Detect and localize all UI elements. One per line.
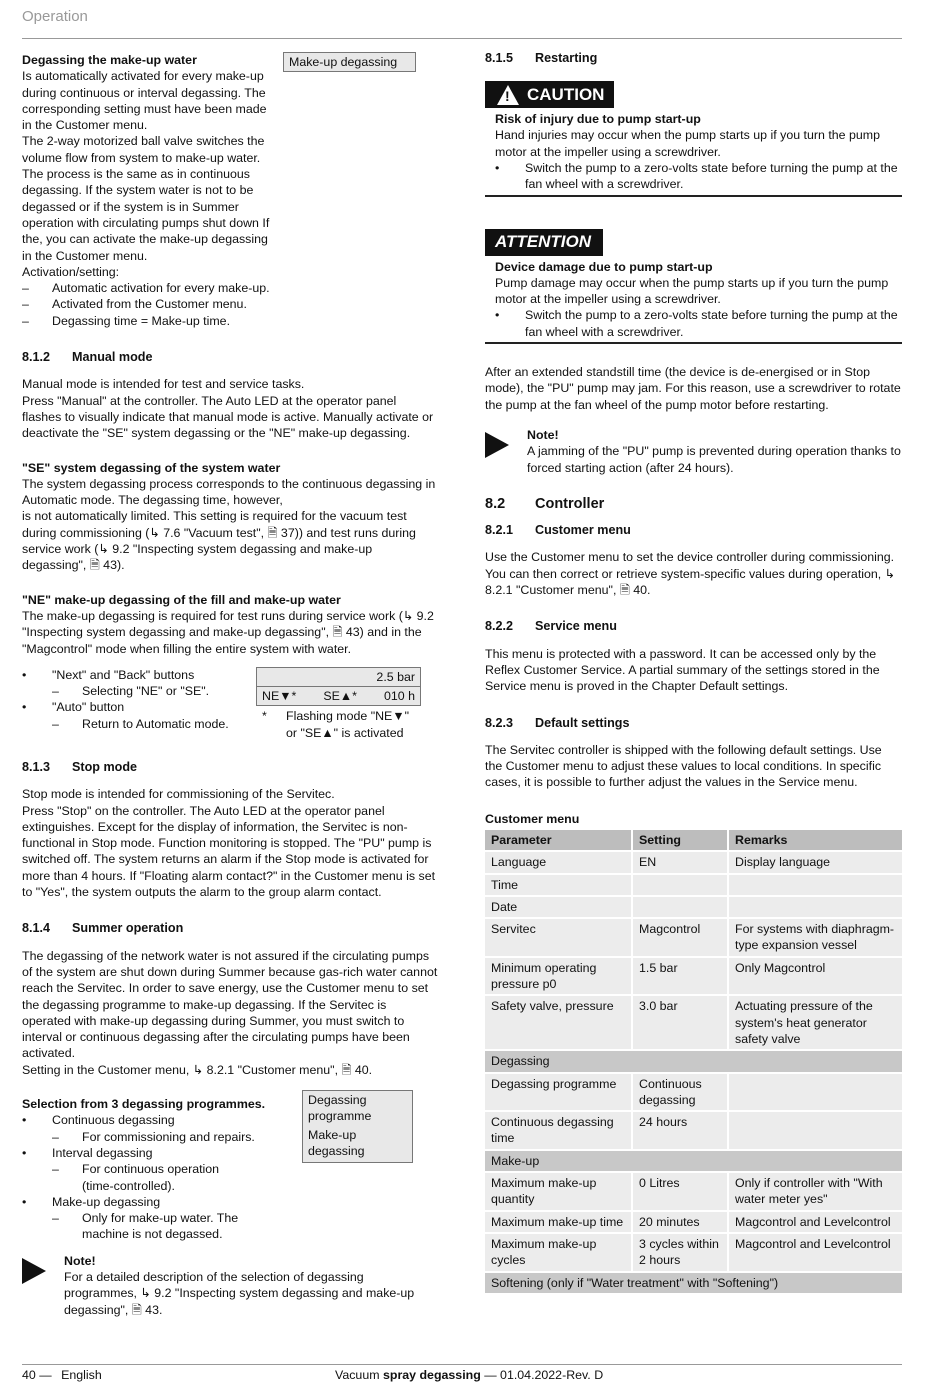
- footer-language: English: [61, 1368, 102, 1382]
- customer-menu-table: [483, 828, 904, 1295]
- stop-p2: Press "Stop" on the controller. The Auto LED at the operator panel extinguishes. Except for the display of information, the Servitec is non-functional in Stop mode. Function monitoring is stopped. The "PU" pump is switched off. The system returns an alarm if the Stop mode is activated for more than 4 hours. If "Floating alarm contact?" in the Customer menu is set to "Yes", the system outputs the alarm to the group alarm contact.: [22, 803, 436, 900]
- caution-text: Hand injuries may occur when the pump starts up if you turn the pump motor at the impeller using a screwdriver.: [495, 128, 880, 159]
- table-row: Safety valve, pressure 3.0 bar Actuating pressure of the system's heat generator safety valve: [485, 996, 902, 1049]
- selection-title: Selection from 3 degassing programmes.: [22, 1097, 266, 1112]
- display-note: * Flashing mode "NE▼" or "SE▲" is activated: [262, 709, 409, 740]
- footer-separator: —: [39, 1368, 52, 1382]
- table-row: Degassing programme Continuous degassing: [485, 1074, 902, 1111]
- list-item: – Degassing time = Make-up time.: [22, 313, 231, 328]
- header-parameter: Parameter: [485, 830, 631, 850]
- list-item: • Switch the pump to a zero-volts state before turning the pump at the fan wheel with a screwdriver.: [495, 308, 898, 339]
- table-row: Servitec Magcontrol For systems with diaphragm-type expansion vessel: [485, 919, 902, 956]
- note-text: A jamming of the "PU" pump is prevented during operation thanks to forced starting action (after 24 hours).: [527, 444, 901, 475]
- table-section-row: Degassing: [485, 1051, 902, 1071]
- table-header-row: [485, 830, 902, 850]
- note-arrow-icon: [485, 432, 509, 458]
- manual-p2: Press "Manual" at the controller. The Auto LED at the operator panel flashes to visually indicate that manual mode is active. Manually activate or deactivate the "SE" system degassing or the "NE" make-up degassing.: [22, 393, 434, 441]
- table-caption: Customer menu: [485, 811, 580, 826]
- footer-page: [22, 1367, 102, 1383]
- table-section-row: Softening (only if "Water treatment" with "Softening"): [485, 1273, 902, 1293]
- list-item: • Make-up degassing: [22, 1194, 161, 1209]
- display-se: SE▲*: [323, 689, 357, 704]
- attention-title: Device damage due to pump start-up: [495, 259, 713, 274]
- warning-triangle-icon: [497, 85, 519, 105]
- ne-p1: The make-up degassing is required for test runs during service work (↳ 9.2 "Inspecting system degassing and make-up degassing", 🗎 43) and in the "Magcontrol" mode when filling the entire system with water.: [22, 608, 434, 656]
- attention-tag: ATTENTION: [485, 229, 603, 256]
- header-setting: Setting: [633, 830, 727, 850]
- heading-stop-mode: 8.1.3 Stop mode: [22, 759, 138, 774]
- footer-divider: [22, 1364, 902, 1365]
- table-row: Time: [485, 875, 902, 895]
- heading-service-menu: 8.2.2 Service menu: [485, 619, 617, 634]
- degas-makeup-p3: Activation/setting:: [22, 264, 120, 279]
- note-programmes: [22, 1253, 438, 1318]
- running-header: Operation: [22, 8, 88, 25]
- heading-summer-operation: 8.1.4 Summer operation: [22, 921, 184, 936]
- programme-box-line1: Degassing programme: [308, 1093, 372, 1124]
- header-divider: [22, 38, 902, 39]
- controller-display: [256, 667, 421, 707]
- table-row: Maximum make-up time 20 minutes Magcontrol and Levelcontrol: [485, 1212, 902, 1232]
- list-item: • Interval degassing: [22, 1145, 153, 1160]
- footer-product: Vacuum spray degassing — 01.04.2022-Rev. D: [335, 1368, 604, 1382]
- list-item: • Continuous degassing: [22, 1113, 175, 1128]
- list-item: • "Next" and "Back" buttons: [22, 667, 195, 682]
- standstill-text: After an extended standstill time (the device is de-energised or in Stop mode), the "PU" pump may jam. For this reason, use a screwdriver to rotate the pump at the fan wheel of the pump motor before restarting.: [485, 365, 901, 412]
- note-arrow-icon: [22, 1258, 46, 1284]
- attention-block: [485, 229, 902, 344]
- table-row: Continuous degassing time 24 hours: [485, 1112, 902, 1149]
- list-item: – Selecting "NE" or "SE".: [52, 684, 210, 699]
- note-title: Note!: [527, 427, 559, 442]
- list-item: – For commissioning and repairs.: [52, 1129, 255, 1144]
- summer-p1: The degassing of the network water is not assured if the circulating pumps of the system are shut down during Summer because gas-rich water cannot reach the Servitec. In order to save energy, use the Customer menu to set the degassing programme to make-up degassing. If the Servitec is operated with make-up degassing during Summer, you must switch to interval or continuous degassing after the circulating pumps have been activated.: [22, 948, 438, 1061]
- programme-box-line2: Make-up degassing: [308, 1127, 365, 1158]
- service-menu-text: This menu is protected with a password. It can be accessed only by the Reflex Customer Service. A partial summary of the settings stored in the Service menu is proved in the Chapter Default settings.: [485, 646, 880, 694]
- heading-manual-mode: 8.1.2 Manual mode: [22, 350, 153, 365]
- display-ne: NE▼*: [262, 689, 297, 704]
- note-jamming: [485, 427, 902, 476]
- se-title: "SE" system degassing of the system water: [22, 460, 281, 475]
- list-item: • "Auto" button: [22, 700, 125, 715]
- list-item: – Only for make-up water. The machine is not degassed.: [52, 1211, 239, 1242]
- activation-list: [22, 280, 438, 329]
- table-row: Language EN Display language: [485, 852, 902, 872]
- default-settings-text: The Servitec controller is shipped with the following default settings. Use the Customer menu to adjust these values to local conditions. In specific cases, it is possible to further adjust the values in the Service menu.: [485, 742, 882, 790]
- heading-controller: 8.2 Controller: [485, 495, 605, 512]
- se-p2: is not automatically limited. This setting is required for the vacuum test during commissioning (↳ 7.6 "Vacuum test", 🗎 37)) and test runs during service work (↳ 9.2 "Inspecting system degassing and make-up degassing", 🗎 43).: [22, 509, 416, 573]
- page-number: 40: [22, 1368, 36, 1382]
- list-item: – Activated from the Customer menu.: [22, 297, 247, 312]
- note-text: For a detailed description of the selection of degassing programmes, ↳ 9.2 "Inspecting system degassing and make-up degassing", 🗎 43.: [64, 1270, 415, 1317]
- list-item: – Return to Automatic mode.: [52, 716, 229, 731]
- attention-text: Pump damage may occur when the pump starts up if you turn the pump motor at the impeller using a screwdriver.: [495, 275, 889, 307]
- ne-controls: [22, 667, 438, 741]
- programme-box: [302, 1090, 413, 1163]
- right-column: [485, 50, 902, 1295]
- degas-makeup-p2: The 2-way motorized ball valve switches the volume flow from system to make-up water. The process is the same as in continuous degassing. If the system water is not to be degassed or if the system is in Summer operation with circulating pumps shut down If the, you can activate the make-up degassing in the Customer menu.: [22, 134, 270, 263]
- degas-makeup-section: [22, 52, 438, 280]
- display-pressure: 2.5 bar: [257, 668, 420, 687]
- ne-title: "NE" make-up degassing of the fill and make-up water: [22, 592, 341, 607]
- caution-title: Risk of injury due to pump start-up: [495, 112, 701, 127]
- programme-selection: [22, 1093, 438, 1243]
- heading-default-settings: 8.2.3 Default settings: [485, 715, 630, 730]
- list-item: – Automatic activation for every make-up.: [22, 281, 270, 296]
- heading-customer-menu: 8.2.1 Customer menu: [485, 523, 631, 538]
- manual-p1: Manual mode is intended for test and service tasks.: [22, 377, 305, 392]
- table-row: Minimum operating pressure p0 1.5 bar Only Magcontrol: [485, 958, 902, 995]
- list-item: – For continuous operation (time-controlled).: [52, 1162, 220, 1193]
- left-column: [22, 52, 438, 1318]
- display-time: 010 h: [383, 689, 415, 704]
- list-item: • Switch the pump to a zero-volts state before turning the pump at the fan wheel with a screwdriver.: [495, 160, 898, 192]
- caution-block: [485, 81, 902, 196]
- degas-makeup-p1: Is automatically activated for every make-up during continuous or interval degassing. The corresponding setting must have been made in the Customer menu.: [22, 69, 267, 133]
- header-remarks: Remarks: [729, 830, 902, 850]
- heading-restarting: 8.1.5 Restarting: [485, 51, 598, 65]
- degas-makeup-title: Degassing the make-up water: [22, 53, 197, 67]
- stop-p1: Stop mode is intended for commissioning of the Servitec.: [22, 787, 335, 802]
- summer-p2: Setting in the Customer menu, ↳ 8.2.1 "Customer menu", 🗎 40.: [22, 1062, 373, 1077]
- table-section-row: Make-up: [485, 1151, 902, 1171]
- makeup-degassing-label: Make-up degassing: [283, 52, 416, 72]
- se-p1: The system degassing process corresponds to the continuous degassing in Automatic mode. The degassing time, however,: [22, 476, 436, 508]
- caution-tag: ! CAUTION: [485, 81, 614, 108]
- note-title: Note!: [64, 1253, 96, 1268]
- table-row: Maximum make-up cycles 3 cycles within 2 hours Magcontrol and Levelcontrol: [485, 1234, 902, 1271]
- table-row: Date: [485, 897, 902, 917]
- table-row: Maximum make-up quantity 0 Litres Only if controller with "With water meter yes": [485, 1173, 902, 1210]
- customer-menu-text: Use the Customer menu to set the device controller during commissioning. You can then correct or retrieve system-specific values during operation, ↳ 8.2.1 "Customer menu", 🗎 40.: [485, 550, 896, 598]
